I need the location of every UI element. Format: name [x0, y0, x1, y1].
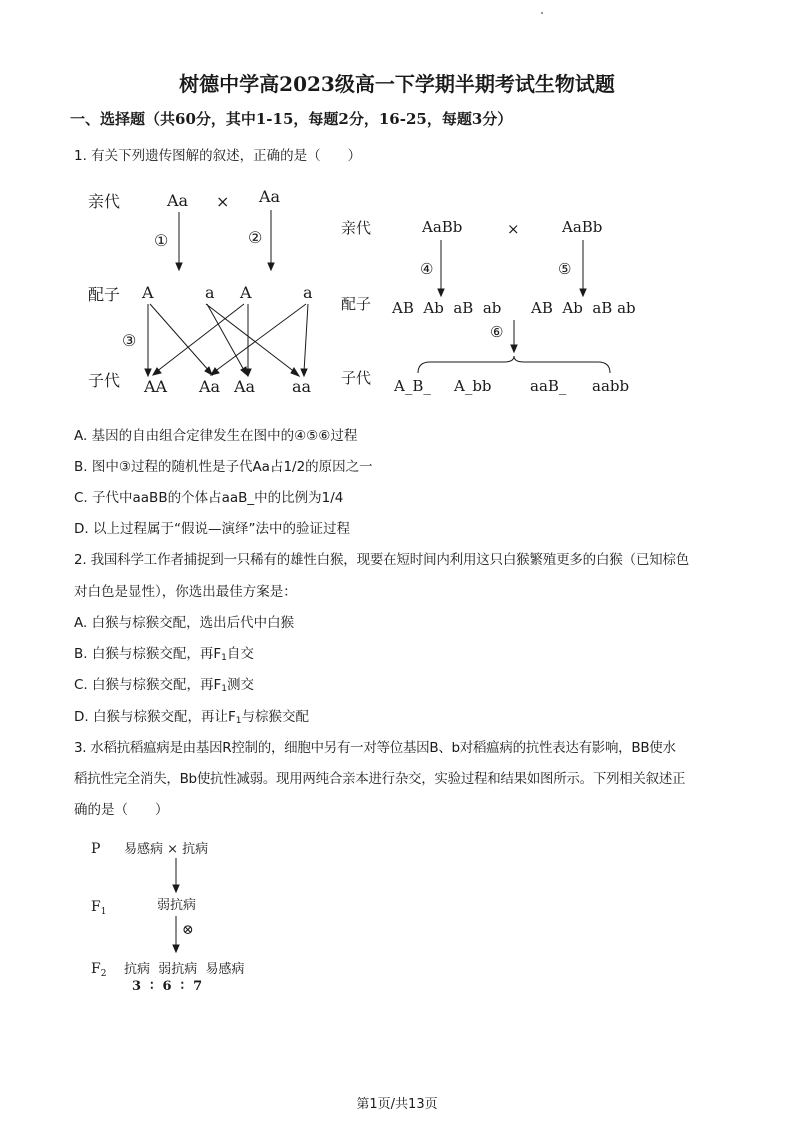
q1-option-b: B. 图中③过程的随机性是子代Aa占1/2的原因之一: [74, 459, 373, 475]
offspring-A_bb: A_bb: [454, 377, 492, 395]
row-offspring-label: 子代: [88, 371, 121, 390]
q1-figure-left: [80, 180, 330, 405]
arrow-a1-Aa2: [207, 304, 245, 372]
f1-phenotype: 弱抗病: [157, 898, 197, 913]
offspring-aaB_: aaB_: [530, 377, 567, 395]
f2-label: $F_2$: [91, 961, 107, 979]
q2-option-d: D. 白猴与棕猴交配，再让$F_1$与棕猴交配: [74, 709, 309, 726]
q1-option-d: D. 以上过程属于“假说—演绎”法中的验证过程: [74, 521, 350, 537]
arrow-A1-Aa: [150, 304, 210, 372]
step-1: ①: [154, 231, 169, 250]
q3-figure: [86, 832, 286, 1002]
f2-phenotypes: 抗病 弱抗病 易感病: [124, 962, 245, 977]
step-4: ④: [420, 260, 434, 278]
gamete-A1: A: [142, 283, 154, 302]
row-parent-label: 亲代: [341, 219, 372, 237]
parent2: Aa: [259, 187, 281, 206]
offspring-aabb: aabb: [592, 377, 630, 395]
q1-option-c: C. 子代中aaBB的个体占aaB_中的比例为1/4: [74, 490, 344, 506]
arrow-a2-Aa: [214, 304, 306, 372]
row-gamete-label: 配子: [88, 285, 121, 304]
self-cross-symbol: ⊗: [182, 922, 194, 938]
q2-option-c: C. 白猴与棕猴交配，再$F_1$测交: [74, 677, 255, 694]
parent1: Aa: [167, 191, 189, 210]
arrow-a1-aa: [206, 304, 296, 373]
parent2: AaBb: [562, 218, 603, 236]
offspring-A_B_: A_B_: [394, 377, 431, 395]
row-parent-label: 亲代: [88, 192, 121, 211]
gamete-a2: a: [303, 283, 313, 302]
arrow-a2-aa: [304, 304, 308, 372]
gametes-parent1: AB Ab aB ab: [392, 299, 502, 317]
f1-label: $F_1$: [91, 899, 107, 917]
step-3: ③: [122, 331, 137, 350]
p-cross: 易感病 × 抗病: [124, 842, 209, 857]
q2-stem-line2: 对白色是显性），你选出最佳方案是：: [74, 584, 297, 600]
offspring-Aa1: Aa: [199, 377, 221, 396]
page-title: 树德中学高2023级高一下学期半期考试生物试题: [179, 72, 615, 96]
offspring-aa: aa: [292, 377, 312, 396]
row-offspring-label: 子代: [341, 369, 372, 387]
offspring-Aa2: Aa: [234, 377, 256, 396]
q1-option-a: A. 基因的自由组合定律发生在图中的④⑤⑥过程: [74, 428, 358, 444]
row-gamete-label: 配子: [341, 295, 372, 313]
gamete-a1: a: [205, 283, 215, 302]
q3-stem-line2: 稻抗性完全消失，Bb使抗性减弱。现用两纯合亲本进行杂交，实验过程和结果如图所示。下列相关叙述正: [74, 771, 686, 787]
p-label: P: [91, 841, 101, 857]
scan-dot: [541, 12, 543, 14]
gametes-parent2: AB Ab aB ab: [531, 299, 636, 317]
q1-stem: 1. 有关下列遗传图解的叙述，正确的是（ ）: [74, 148, 362, 164]
step-2: ②: [248, 228, 263, 247]
q2-stem-line1: 2. 我国科学工作者捕捉到一只稀有的雄性白猴，现要在短时间内利用这只白猴繁殖更多的白猴（已知棕色: [74, 552, 690, 568]
offspring-AA: AA: [144, 377, 168, 396]
parent1: AaBb: [422, 218, 463, 236]
arrow-A2-AA: [156, 304, 244, 372]
page-footer: 第1页/共13页: [356, 1097, 438, 1112]
step-5: ⑤: [558, 260, 572, 278]
f2-ratio: 3 ∶ 6 ∶ 7: [132, 979, 203, 994]
q2-option-b: B. 白猴与棕猴交配，再$F_1$自交: [74, 646, 254, 663]
step-6: ⑥: [490, 323, 504, 341]
q2-option-a: A. 白猴与棕猴交配，选出后代中白猴: [74, 615, 295, 631]
offspring-brace: [418, 356, 610, 373]
cross-symbol: ×: [216, 192, 230, 211]
gamete-A2: A: [240, 283, 252, 302]
q3-stem-line3: 确的是（ ）: [74, 802, 169, 818]
q1-figure-right: [338, 210, 648, 400]
cross-symbol: ×: [507, 220, 520, 238]
section-heading: 一、选择题（共60分，其中1-15，每题2分，16-25，每题3分）: [70, 110, 513, 128]
q3-stem-line1: 3. 水稻抗稻瘟病是由基因R控制的，细胞中另有一对等位基因B、b对稻瘟病的抗性表达有影响，BB使水: [74, 740, 676, 756]
